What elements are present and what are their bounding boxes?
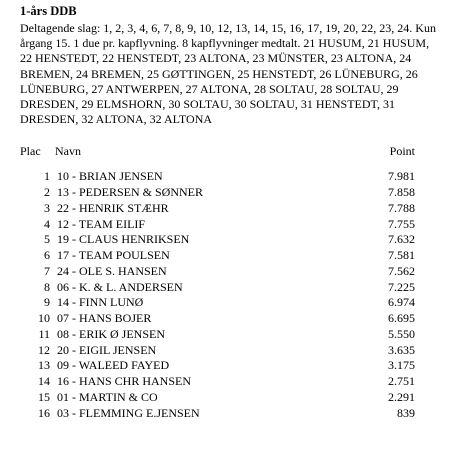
table-row <box>20 390 440 406</box>
results-document <box>20 4 440 421</box>
results-table-body <box>20 169 440 421</box>
place-cell: 4 <box>44 216 50 231</box>
point-cell: 2.751 <box>388 374 415 389</box>
point-cell: 7.981 <box>388 169 415 184</box>
point-cell: 7.632 <box>388 232 415 247</box>
place-cell: 8 <box>44 279 50 294</box>
name-cell: 24 - OLE S. HANSEN <box>57 263 167 278</box>
name-cell: 14 - FINN LUNØ <box>57 295 144 310</box>
header-point: Point <box>389 144 415 159</box>
place-cell: 2 <box>44 185 50 200</box>
name-cell: 20 - EIGIL JENSEN <box>57 342 157 357</box>
name-cell: 22 - HENRIK STÆHR <box>57 200 169 215</box>
place-cell: 3 <box>44 200 50 215</box>
header-place: Plac <box>20 144 41 159</box>
table-row <box>20 169 440 185</box>
place-cell: 13 <box>38 358 50 373</box>
place-cell: 10 <box>38 311 50 326</box>
point-cell: 3.175 <box>388 358 415 373</box>
point-cell: 7.858 <box>388 185 415 200</box>
name-cell: 19 - CLAUS HENRIKSEN <box>57 232 190 247</box>
point-cell: 7.562 <box>388 263 415 278</box>
table-row <box>20 185 440 201</box>
point-cell: 6.695 <box>388 311 415 326</box>
header-name: Navn <box>55 144 81 159</box>
place-cell: 7 <box>44 263 50 278</box>
point-cell: 5.550 <box>388 326 415 341</box>
point-cell: 2.291 <box>388 389 415 404</box>
document-title: 1-års DDB <box>20 4 77 18</box>
name-cell: 16 - HANS CHR HANSEN <box>57 374 192 389</box>
name-cell: 13 - PEDERSEN & SØNNER <box>57 185 204 200</box>
table-row <box>20 358 440 374</box>
table-row <box>20 280 440 296</box>
table-row <box>20 295 440 311</box>
name-cell: 12 - TEAM EILIF <box>57 216 146 231</box>
table-row <box>20 311 440 327</box>
name-cell: 09 - WALEED FAYED <box>57 358 170 373</box>
table-row <box>20 248 440 264</box>
name-cell: 01 - MARTIN & CO <box>57 389 158 404</box>
place-cell: 6 <box>44 248 50 263</box>
point-cell: 7.755 <box>388 216 415 231</box>
point-cell: 7.788 <box>388 200 415 215</box>
table-row <box>20 217 440 233</box>
place-cell: 15 <box>38 389 50 404</box>
point-cell: 3.635 <box>388 342 415 357</box>
name-cell: 03 - FLEMMING E.JENSEN <box>57 405 200 420</box>
name-cell: 10 - BRIAN JENSEN <box>57 169 163 184</box>
point-cell: 7.581 <box>388 248 415 263</box>
point-cell: 6.974 <box>388 295 415 310</box>
place-cell: 9 <box>44 295 50 310</box>
table-row <box>20 232 440 248</box>
table-row <box>20 343 440 359</box>
point-cell: 839 <box>397 405 415 420</box>
place-cell: 14 <box>38 374 50 389</box>
table-row <box>20 201 440 217</box>
name-cell: 06 - K. & L. ANDERSEN <box>57 279 183 294</box>
place-cell: 11 <box>38 326 50 341</box>
place-cell: 16 <box>38 405 50 420</box>
participants-description: Deltagende slag: 1, 2, 3, 4, 6, 7, 8, 9, 10, 12, 13, 14, 15, 16, 17, 19, 20, 22, 23, 24. Kun årgang 15. 1 due pr. kapflyvning. 8 kapflyvninger medtalt. 21 HUSUM, 21 HUSUM, 22 HENSTEDT, 22 HENSTEDT, 23 ALTONA, 23 MÜNSTER, 23 ALTONA, 24 BREMEN, 24 BREMEN, 25 GØTTINGEN, 25 HENSTEDT, 26 LÜNEBURG, 26 LÜNEBURG, 27 ANTWERPEN, 27 ALTONA, 28 SOLTAU, 28 SOLTAU, 29 DRESDEN, 29 ELMSHORN, 30 SOLTAU, 30 SOLTAU, 31 HENSTEDT, 31 DRESDEN, 32 ALTONA, 32 ALTONA <box>20 21 436 127</box>
place-cell: 1 <box>44 169 50 184</box>
point-cell: 7.225 <box>388 279 415 294</box>
name-cell: 17 - TEAM POULSEN <box>57 248 170 263</box>
place-cell: 12 <box>38 342 50 357</box>
table-row <box>20 406 440 422</box>
place-cell: 5 <box>44 232 50 247</box>
table-row <box>20 264 440 280</box>
name-cell: 07 - HANS BOJER <box>57 311 152 326</box>
table-row <box>20 374 440 390</box>
table-row <box>20 327 440 343</box>
results-table-header <box>20 143 440 159</box>
name-cell: 08 - ERIK Ø JENSEN <box>57 326 165 341</box>
